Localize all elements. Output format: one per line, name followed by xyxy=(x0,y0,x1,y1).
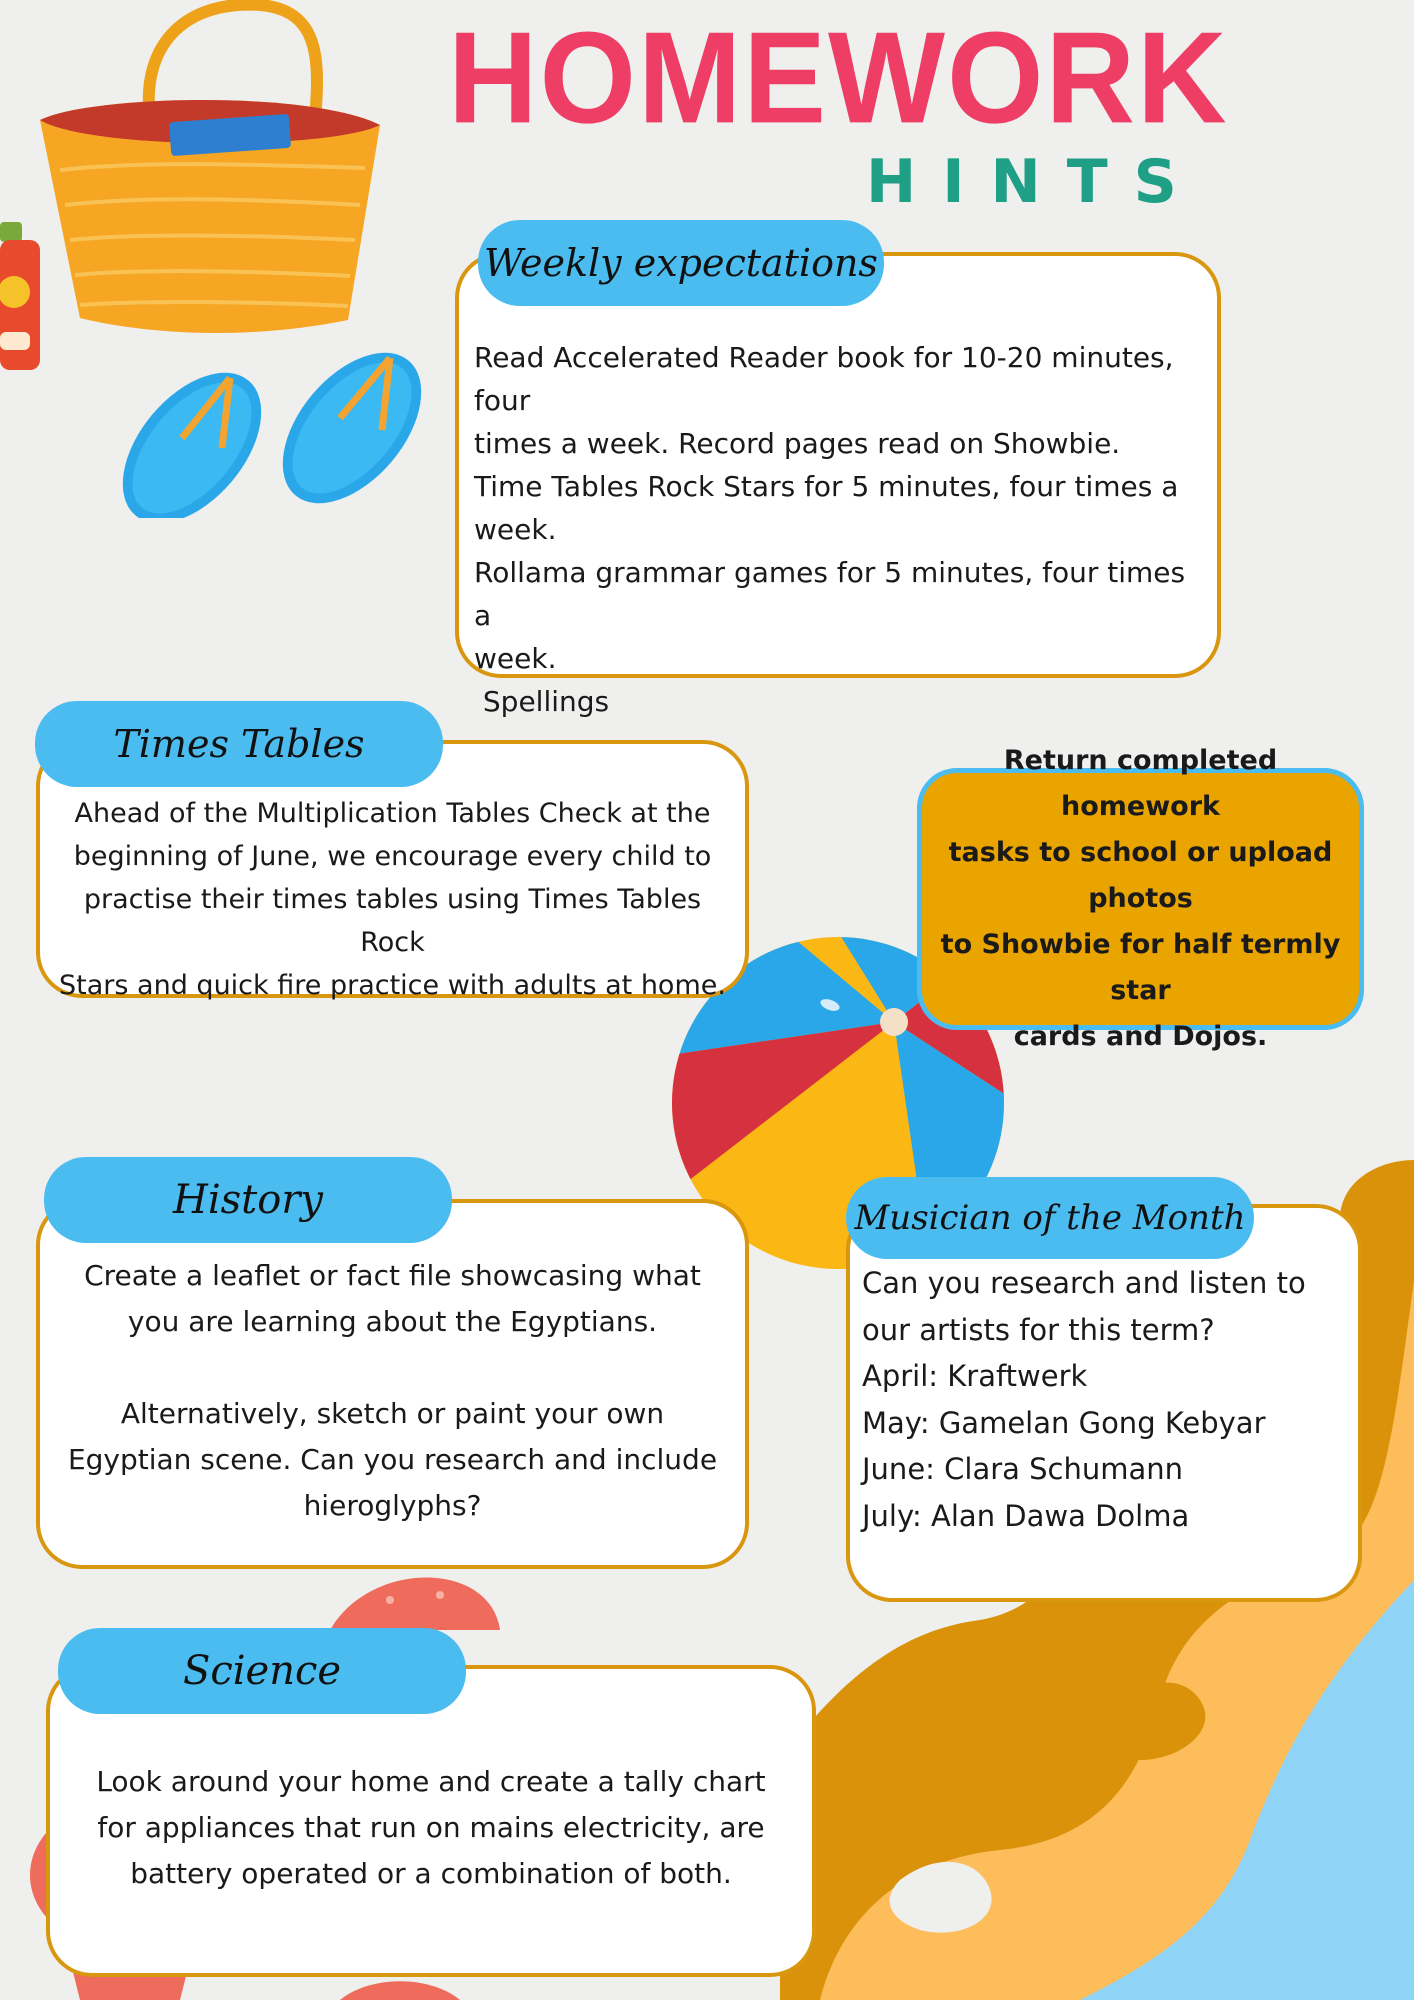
science-line: Look around your home and create a tally chart xyxy=(96,1765,766,1798)
weekly-line: times a week. Record pages read on Showbie. xyxy=(474,427,1121,460)
notice-line: Return completed homework xyxy=(1003,745,1278,822)
basket-icon xyxy=(30,0,390,340)
weekly-line: Time Tables Rock Stars for 5 minutes, four times a xyxy=(474,470,1179,503)
history-line xyxy=(50,1345,735,1391)
notice-line: to Showbie for half termly star xyxy=(940,929,1341,1006)
notice-line: cards and Dojos. xyxy=(1013,1021,1268,1052)
history-card xyxy=(36,1199,749,1569)
history-line: you are learning about the Egyptians. xyxy=(127,1305,658,1338)
musician-line: our artists for this term? xyxy=(862,1312,1215,1347)
times-tables-heading: Times Tables xyxy=(35,701,443,787)
musician-heading: Musician of the Month xyxy=(846,1177,1254,1259)
times-tables-line: beginning of June, we encourage every child to xyxy=(73,841,712,872)
page-title: HOMEWORK xyxy=(448,5,1229,151)
history-line: Alternatively, sketch or paint your own xyxy=(120,1397,665,1430)
flip-flops-icon xyxy=(112,338,442,518)
science-line: battery operated or a combination of both. xyxy=(130,1857,732,1890)
weekly-line: week. xyxy=(474,642,557,675)
times-tables-line: Stars and quick fire practice with adults at home. xyxy=(59,970,726,1001)
musician-line: May: Gamelan Gong Kebyar xyxy=(862,1405,1266,1440)
times-tables-line: practise their times tables using Times Tables Rock xyxy=(83,884,702,958)
musician-line: Can you research and listen to xyxy=(862,1266,1306,1300)
watermelon-slice-icon xyxy=(340,1975,460,2000)
history-heading: History xyxy=(44,1157,452,1243)
weekly-expectations-heading: Weekly expectations xyxy=(478,220,884,306)
musician-line: June: Clara Schumann xyxy=(862,1452,1184,1486)
weekly-line: Spellings xyxy=(474,685,610,718)
notice-line: tasks to school or upload photos xyxy=(948,837,1333,914)
science-heading: Science xyxy=(58,1628,466,1714)
musician-line: July: Alan Dawa Dolma xyxy=(862,1498,1190,1533)
musician-card xyxy=(846,1204,1362,1602)
sunscreen-bottle-icon xyxy=(0,222,44,372)
musician-line: April: Kraftwerk xyxy=(862,1359,1088,1393)
science-line: for appliances that run on mains electricity, are xyxy=(97,1811,765,1844)
weekly-expectations-card xyxy=(455,252,1221,718)
history-line: Egyptian scene. Can you research and include xyxy=(67,1443,718,1476)
weekly-line: week. xyxy=(474,513,557,546)
weekly-line: Read Accelerated Reader book for 10-20 minutes, four xyxy=(474,341,1174,417)
page-subtitle: HINTS xyxy=(866,147,1203,217)
history-line: Create a leaflet or fact file showcasing what xyxy=(84,1259,701,1292)
times-tables-line: Ahead of the Multiplication Tables Check at the xyxy=(74,798,711,829)
history-line: hieroglyphs? xyxy=(303,1489,482,1522)
weekly-line: Rollama grammar games for 5 minutes, four times a xyxy=(474,556,1186,632)
return-homework-notice xyxy=(917,745,1364,1052)
